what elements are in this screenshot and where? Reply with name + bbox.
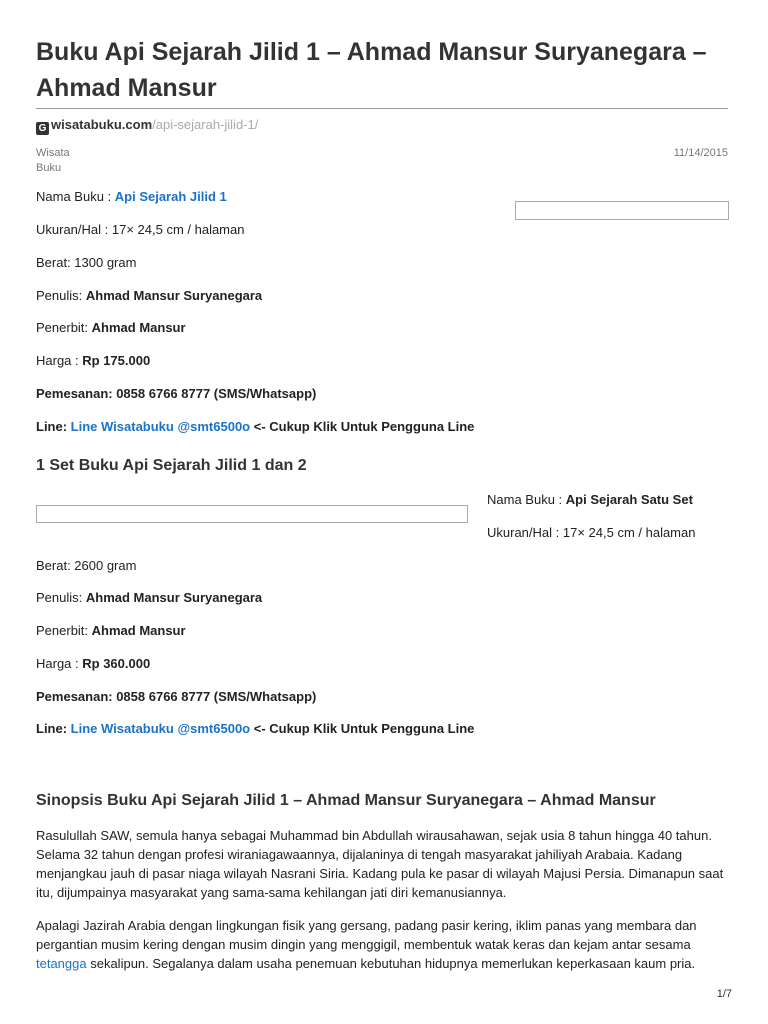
book2-penulis [36, 589, 262, 607]
publish-date: 11/14/2015 [673, 147, 728, 159]
book1-harga [36, 352, 150, 370]
book1-line-label: Line: [36, 419, 71, 434]
book2-penerbit [36, 622, 186, 640]
book2-penerbit-label: Penerbit: [36, 623, 92, 638]
book1-line-contact [36, 418, 474, 436]
book2-line-link[interactable]: Line Wisatabuku @smt6500o [70, 721, 251, 736]
synopsis-p2-text-after: sekalipun. Segalanya dalam usaha penemuan kebutuhan hidupnya memerlukan keperkasaan kaum pria. [86, 956, 696, 971]
book2-image-placeholder [36, 505, 468, 523]
author-name [36, 146, 70, 176]
book1-harga-value: Rp 175.000 [82, 353, 151, 368]
book1-penerbit [36, 319, 186, 337]
book2-pemesanan: Pemesanan: 0858 6766 8777 (SMS/Whatsapp) [36, 689, 317, 704]
tetangga-link[interactable]: tetangga [36, 956, 87, 971]
author-line-1: Wisata [36, 147, 70, 159]
book2-penulis-label: Penulis: [36, 590, 86, 605]
book1-penerbit-value: Ahmad Mansur [91, 320, 186, 335]
book2-berat: Berat: 2600 gram [36, 558, 137, 573]
book1-nama-link[interactable]: Api Sejarah Jilid 1 [114, 189, 227, 204]
source-path[interactable]: /api-sejarah-jilid-1/ [152, 117, 259, 132]
book1-penulis [36, 287, 262, 305]
book1-line-suffix: <- Cukup Klik Untuk Pengguna Line [250, 419, 475, 434]
set-heading: 1 Set Buku Api Sejarah Jilid 1 dan 2 [36, 457, 307, 474]
synopsis-heading: Sinopsis Buku Api Sejarah Jilid 1 – Ahmad Mansur Suryanegara – Ahmad Mansur [36, 792, 656, 809]
book2-line-suffix: <- Cukup Klik Untuk Pengguna Line [250, 721, 475, 736]
book1-penerbit-label: Penerbit: [36, 320, 92, 335]
source-domain[interactable]: wisatabuku.com [51, 117, 153, 132]
synopsis-p2-text-before: Apalagi Jazirah Arabia dengan lingkungan fisik yang gersang, padang pasir kering, iklim panas yang membara dan pergantian musim kering dengan musim dingin yang menggigil, membentuk watak keras dan kejam antar sesama [36, 918, 697, 952]
book2-harga-value: Rp 360.000 [82, 656, 151, 671]
author-line-2: Buku [36, 162, 62, 174]
book1-image-placeholder [515, 201, 729, 220]
book1-ukuran: Ukuran/Hal : 17× 24,5 cm / halaman [36, 222, 245, 237]
page-number: 1/7 [716, 988, 732, 1000]
book1-nama-buku [36, 188, 227, 206]
book2-nama-buku [487, 491, 693, 509]
book1-penulis-label: Penulis: [36, 288, 86, 303]
book1-pemesanan: Pemesanan: 0858 6766 8777 (SMS/Whatsapp) [36, 386, 317, 401]
site-logo-icon: G [36, 122, 49, 135]
book2-harga-label: Harga : [36, 656, 83, 671]
book2-nama-label: Nama Buku : [487, 492, 566, 507]
book1-penulis-value: Ahmad Mansur Suryanegara [85, 288, 263, 303]
synopsis-paragraph-1: Rasulullah SAW, semula hanya sebagai Muhammad bin Abdullah wirausahawan, sejak usia 8 tahun hingga 40 tahun. Selama 32 tahun dengan profesi wiraniagawaannya, dijalaninya di tengah masyarakat jahiliyah Arabaia. Kadang menjangkau jauh di pasar niaga wilayah Nasrani Siria. Kadang pula ke pasar di wilayah Majusi Persia. Dimanapun saat itu, dijumpainya masyarakat yang sama-sama kehilangan jati diri kemanusiannya. [36, 828, 724, 900]
book2-penerbit-value: Ahmad Mansur [91, 623, 186, 638]
book1-nama-label: Nama Buku : [36, 189, 115, 204]
synopsis-paragraph-2 [36, 916, 736, 973]
book2-line-contact [36, 720, 474, 738]
source-url[interactable] [36, 116, 258, 135]
book2-ukuran: Ukuran/Hal : 17× 24,5 cm / halaman [487, 525, 696, 540]
page-title: Buku Api Sejarah Jilid 1 – Ahmad Mansur Suryanegara – Ahmad Mansur [36, 38, 707, 102]
book1-line-link[interactable]: Line Wisatabuku @smt6500o [70, 419, 251, 434]
book2-nama-value: Api Sejarah Satu Set [565, 492, 693, 507]
title-divider [36, 108, 728, 109]
book1-harga-label: Harga : [36, 353, 83, 368]
book1-berat: Berat: 1300 gram [36, 255, 137, 270]
book2-line-label: Line: [36, 721, 71, 736]
book2-penulis-value: Ahmad Mansur Suryanegara [85, 590, 263, 605]
book2-harga [36, 655, 150, 673]
